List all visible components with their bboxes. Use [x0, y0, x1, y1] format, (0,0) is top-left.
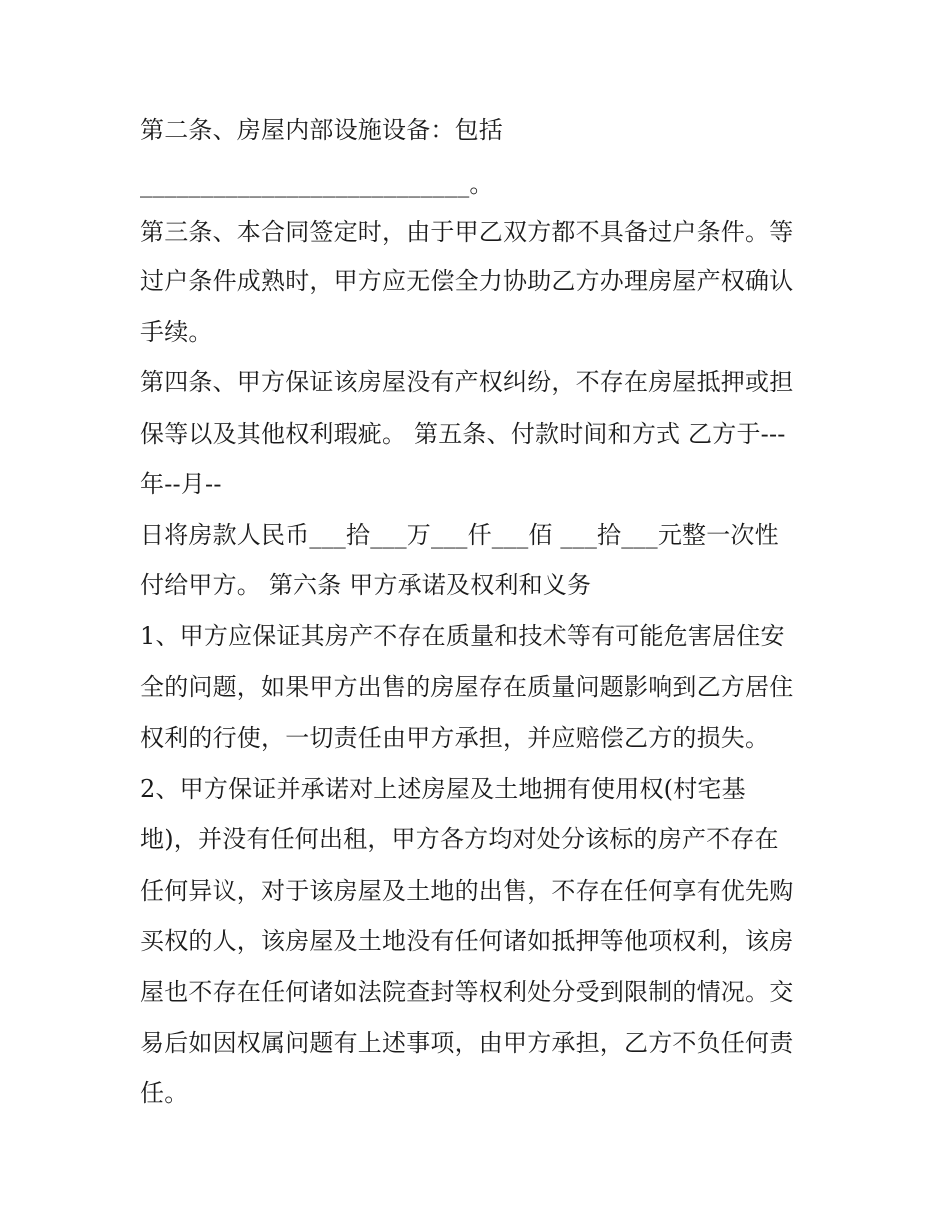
text-line: ___________________________。 — [140, 170, 494, 198]
text-line: 地)，并没有任何出租，甲方各方均对处分该标的房产不存在 — [140, 825, 779, 853]
text-line: 1、甲方应保证其房产不存在质量和技术等有可能危害居住安 — [140, 622, 785, 650]
text-line: 易后如因权属问题有上述事项，由甲方承担，乙方不负任何责 — [140, 1029, 794, 1057]
text-line: 任。 — [140, 1079, 189, 1107]
text-line: 过户条件成熟时，甲方应无偿全力协助乙方办理房屋产权确认 — [140, 267, 794, 295]
text-line: 保等以及其他权利瑕疵。 第五条、付款时间和方式 乙方于--- — [140, 420, 786, 448]
text-line: 买权的人，该房屋及土地没有任何诸如抵押等他项权利，该房 — [140, 927, 794, 955]
text-line: 屋也不存在任何诸如法院查封等权利处分受到限制的情况。交 — [140, 978, 794, 1006]
text-line: 2、甲方保证并承诺对上述房屋及土地拥有使用权(村宅基 — [140, 775, 746, 803]
text-line: 日将房款人民币___拾___万___仟___佰 ___拾___元整一次性 — [140, 521, 779, 549]
text-line: 第三条、本合同签定时，由于甲乙双方都不具备过户条件。等 — [140, 218, 794, 246]
text-line: 权利的行使，一切责任由甲方承担，并应赔偿乙方的损失。 — [140, 724, 770, 752]
text-line: 第二条、房屋内部设施设备：包括 — [140, 116, 503, 144]
text-line: 全的问题，如果甲方出售的房屋存在质量问题影响到乙方居住 — [140, 673, 794, 701]
text-line: 任何异议，对于该房屋及土地的出售，不存在任何享有优先购 — [140, 877, 794, 905]
text-line: 手续。 — [140, 318, 213, 346]
text-line: 付给甲方。 第六条 甲方承诺及权利和义务 — [140, 571, 592, 599]
text-line: 第四条、甲方保证该房屋没有产权纠纷，不存在房屋抵押或担 — [140, 368, 794, 396]
text-line: 年--月-- — [140, 470, 222, 498]
